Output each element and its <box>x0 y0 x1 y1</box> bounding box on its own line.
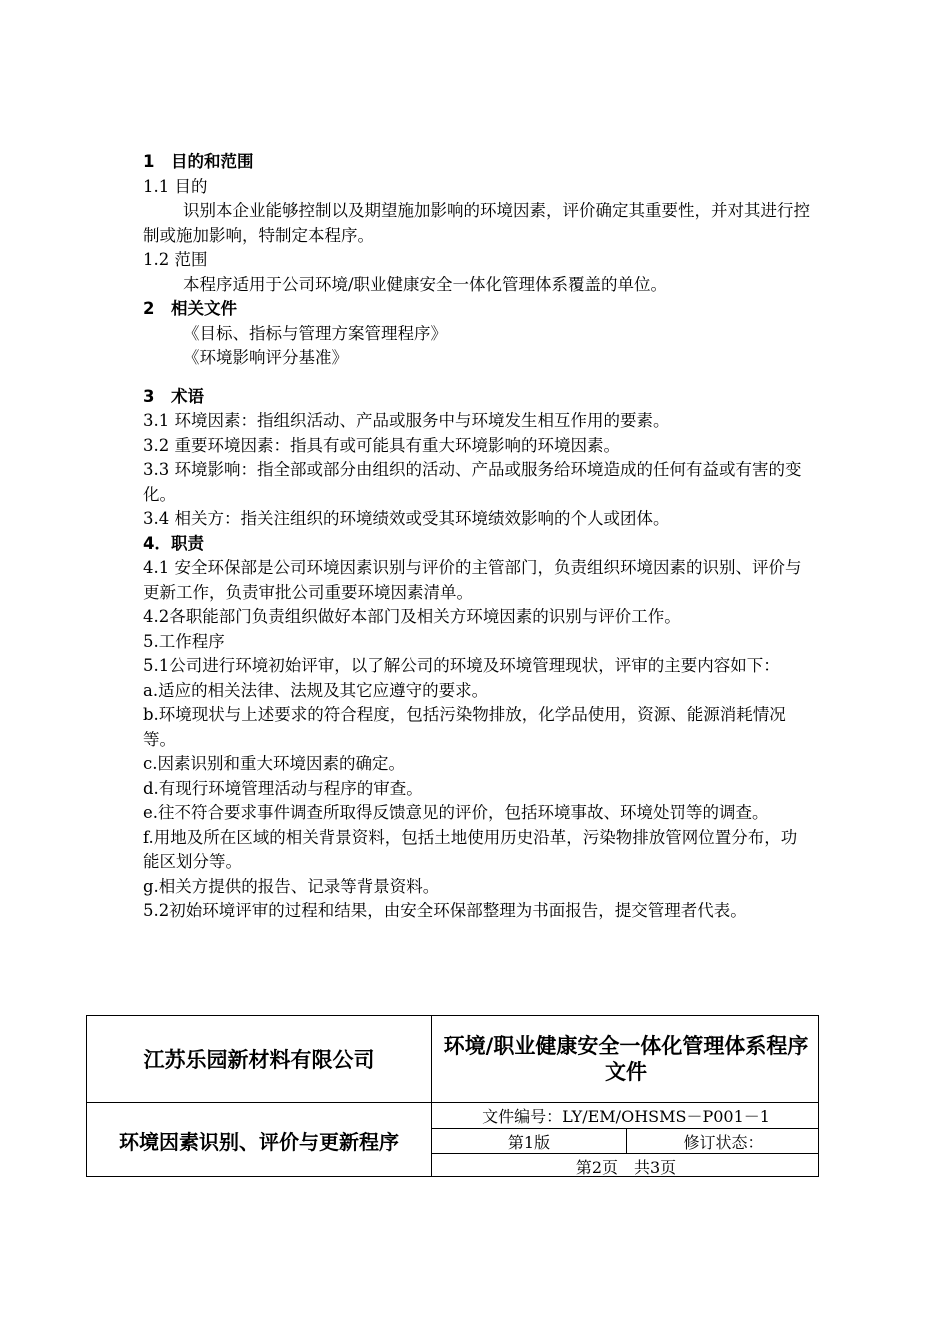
list-item-a: a.适应的相关法律、法规及其它应遵守的要求。 <box>143 680 489 700</box>
duty-4-1: 4.1 安全环保部是公司环境因素识别与评价的主管部门，负责组织环境因素的识别、评价与更新工作，负责审批公司重要环境因素清单。 <box>143 558 802 602</box>
section-5-heading: 5.工作程序 <box>143 631 225 651</box>
list-item-g: g.相关方提供的报告、记录等背景资料。 <box>143 876 440 896</box>
list-item-b: b.环境现状与上述要求的符合程度，包括污染物排放，化学品使用，资源、能源消耗情况等。 <box>143 705 786 749</box>
related-document-1: 《目标、指标与管理方案管理程序》 <box>183 323 447 343</box>
spacer <box>143 371 813 385</box>
list-item-e: e.往不符合要求事件调查所取得反馈意见的评价，包括环境事故、环境处罚等的调查。 <box>143 803 769 822</box>
subsection-1-1-heading: 1.1 目的 <box>143 176 208 196</box>
company-name: 江苏乐园新材料有限公司 <box>143 1048 375 1072</box>
list-item-d: d.有现行环境管理活动与程序的审查。 <box>143 778 423 798</box>
section-2-heading: 2 相关文件 <box>143 299 237 318</box>
term-3-4: 3.4 相关方：指关注组织的环境绩效或受其环境绩效影响的个人或团体。 <box>143 509 670 528</box>
document-footer-table <box>86 1015 819 1177</box>
section-3-heading: 3 术语 <box>143 386 204 406</box>
related-document-2: 《环境影响评分基准》 <box>183 348 348 367</box>
procedure-title: 环境因素识别、评价与更新程序 <box>119 1130 399 1154</box>
procedure-5-2: 5.2初始环境评审的过程和结果，由安全环保部整理为书面报告，提交管理者代表。 <box>143 901 747 920</box>
section-4-heading: 4．职责 <box>143 533 204 553</box>
section-1-heading: 1 目的和范围 <box>143 152 254 171</box>
paragraph-scope: 本程序适用于公司环境/职业健康安全一体化管理体系覆盖的单位。 <box>183 274 668 294</box>
list-item-f: f.用地及所在区域的相关背景资料，包括土地使用历史沿革，污染物排放管网位置分布，功能区划分等。 <box>143 827 798 871</box>
page-number: 第2页 共3页 <box>575 1157 677 1177</box>
term-3-3: 3.3 环境影响：指全部或部分由组织的活动、产品或服务给环境造成的任何有益或有害的变化。 <box>143 460 802 504</box>
procedure-5-1: 5.1公司进行环境初始评审，以了解公司的环境及环境管理现状，评审的主要内容如下： <box>143 656 780 675</box>
revision-status: 修订状态： <box>683 1132 764 1152</box>
duty-4-2: 4.2各职能部门负责组织做好本部门及相关方环境因素的识别与评价工作。 <box>143 607 681 626</box>
list-item-c: c.因素识别和重大环境因素的确定。 <box>143 754 405 773</box>
document-body <box>143 150 813 924</box>
document-number: 文件编号：LY/EM/OHSMS－P001－1 <box>482 1107 770 1126</box>
document-title: 环境/职业健康安全一体化管理体系程序文件 <box>443 1034 809 1084</box>
version-label: 第1版 <box>507 1132 551 1152</box>
paragraph-purpose: 识别本企业能够控制以及期望施加影响的环境因素，评价确定其重要性，并对其进行控制或施加影响，特制定本程序。 <box>143 201 810 245</box>
term-3-1: 3.1 环境因素：指组织活动、产品或服务中与环境发生相互作用的要素。 <box>143 411 670 430</box>
term-3-2: 3.2 重要环境因素：指具有或可能具有重大环境影响的环境因素。 <box>143 435 620 455</box>
subsection-1-2-heading: 1.2 范围 <box>143 250 208 269</box>
